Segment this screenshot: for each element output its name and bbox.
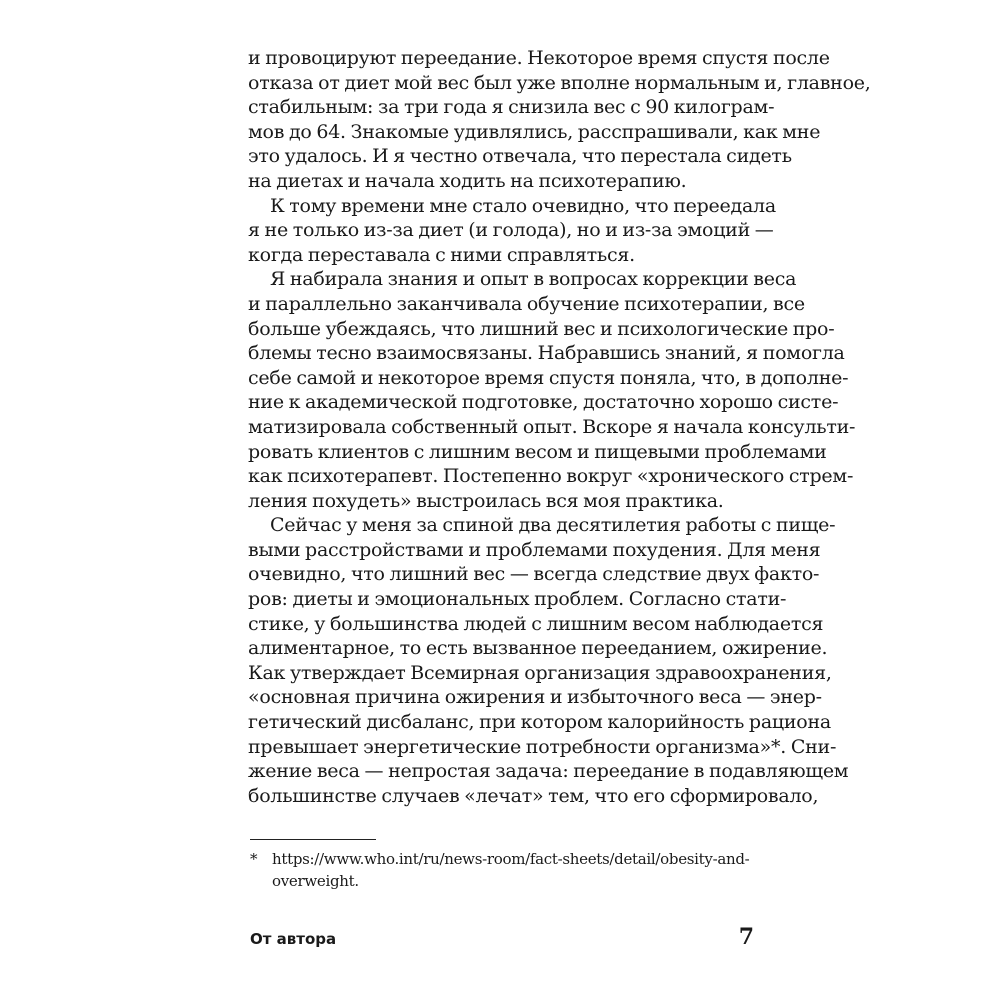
body-line: я не только из-за диет (и голода), но и из-за эмоций — <box>248 219 774 242</box>
body-line: как психотерапевт. Постепенно вокруг «хронического стрем- <box>248 465 854 488</box>
body-line: ления похудеть» выстроилась вся моя практика. <box>248 489 724 512</box>
body-line: и провоцируют переедание. Некоторое время спустя после <box>248 47 830 69</box>
body-line: Как утверждает Всемирная организация здравоохранения, <box>248 661 832 684</box>
body-line: К тому времени мне стало очевидно, что переедала <box>270 194 776 217</box>
body-line: ровать клиентов с лишним весом и пищевыми проблемами <box>248 440 827 463</box>
body-line: большинстве случаев «лечат» тем, что его сформировало, <box>248 784 819 807</box>
body-line: стабильным: за три года я снизила вес с 90 килограм- <box>248 96 775 119</box>
body-line: это удалось. И я честно отвечала, что перестала сидеть <box>248 145 792 168</box>
body-text <box>248 46 871 808</box>
body-line: ров: диеты и эмоциональных проблем. Согласно стати- <box>248 588 787 611</box>
body-line: отказа от диет мой вес был уже вполне нормальным и, главное, <box>248 71 871 94</box>
body-line: мов до 64. Знакомые удивлялись, расспрашивали, как мне <box>248 120 821 143</box>
body-line: блемы тесно взаимосвязаны. Набравшись знаний, я помогла <box>248 342 845 365</box>
body-line: матизировала собственный опыт. Вскоре я начала консульти- <box>248 415 856 438</box>
footnote-url: https://www.who.int/ru/news-room/fact-sheets/detail/obesity-and- <box>272 850 750 868</box>
body-line: стике, у большинства людей с лишним весом наблюдается <box>248 612 824 635</box>
footnote <box>250 848 758 892</box>
body-line: Я набирала знания и опыт в вопросах коррекции веса <box>270 268 797 291</box>
page-number: 7 <box>738 924 754 950</box>
body-line: гетический дисбаланс, при котором калорийность рациона <box>248 711 831 734</box>
body-line: жение веса — непростая задача: переедание в подавляющем <box>248 760 849 783</box>
body-line: ние к академической подготовке, достаточно хорошо систе- <box>248 391 839 414</box>
body-line: выми расстройствами и проблемами похудения. Для меня <box>248 538 821 561</box>
body-line: превышает энергетические потребности организма»*. Сни- <box>248 735 837 758</box>
footnote-line <box>250 848 758 870</box>
footnote-divider <box>250 839 376 840</box>
body-line: «основная причина ожирения и избыточного веса — энер- <box>248 686 822 709</box>
footnote-marker: * <box>250 850 258 868</box>
body-line: когда переставала с ними справляться. <box>248 243 635 266</box>
footnote-url-continuation: overweight. <box>272 872 359 890</box>
body-line: себе самой и некоторое время спустя поняла, что, в дополне- <box>248 366 849 389</box>
body-line: больше убеждаясь, что лишний вес и психологические про- <box>248 317 835 340</box>
running-footer-section-title: От автора <box>250 930 337 948</box>
body-line: и параллельно заканчивала обучение психотерапии, все <box>248 292 805 315</box>
body-line: Сейчас у меня за спиной два десятилетия работы с пище- <box>270 514 836 537</box>
body-line: очевидно, что лишний вес — всегда следствие двух факто- <box>248 563 820 586</box>
body-line: на диетах и начала ходить на психотерапию. <box>248 169 687 192</box>
body-line: алиментарное, то есть вызванное перееданием, ожирение. <box>248 637 828 660</box>
